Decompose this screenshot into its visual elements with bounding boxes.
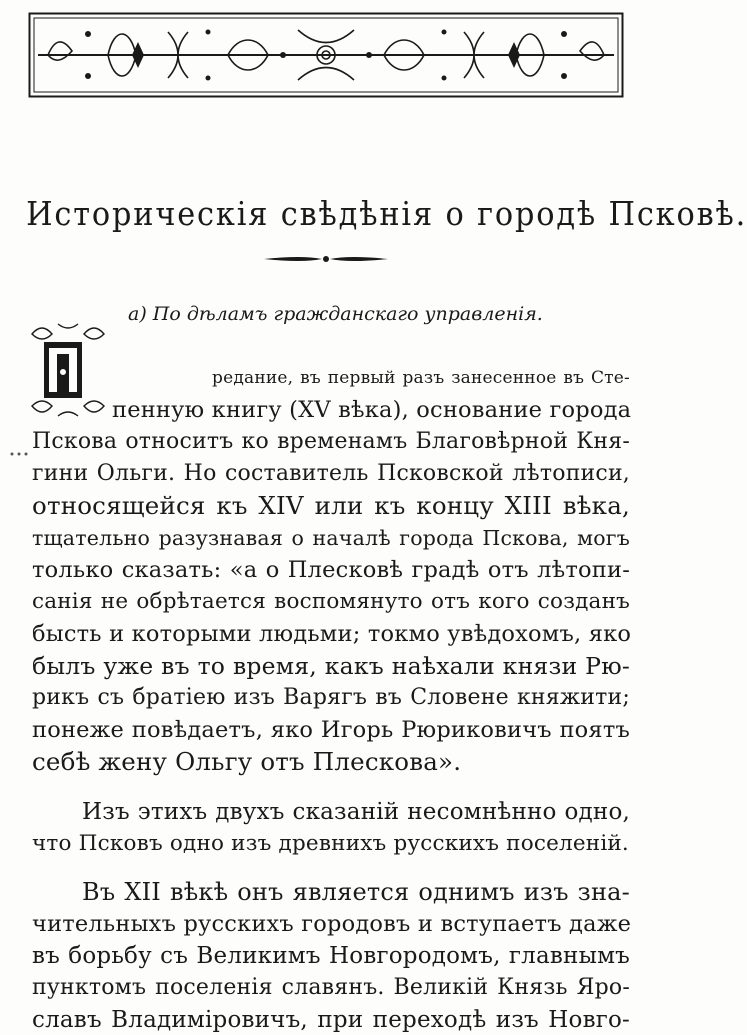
decorated-initial-icon (28, 320, 110, 420)
text-line: былъ уже въ то время, какъ наѣхали князи Рю- (32, 652, 630, 680)
text-line: тщательно разузнавая о началѣ города Пскова, могъ (32, 526, 630, 550)
text-line: только сказать: «а о Плесковѣ градѣ отъ лѣтопи- (32, 557, 630, 583)
text-line: чительныхъ русскихъ городовъ и вступаетъ даже (32, 911, 632, 937)
text-line: пунктомъ поселенія славянъ. Великій Князь Яро- (32, 975, 630, 1000)
text-line: Изъ этихъ двухъ сказаній несомнѣнно одно, (82, 799, 630, 825)
text-line: себѣ жену Ольгу отъ Плескова». (32, 747, 462, 776)
text-line: редание, въ первый разъ занесенное въ Сте- (212, 368, 630, 388)
title-divider-icon (262, 252, 390, 266)
section-subtitle: а) По дѣламъ гражданскаго управленія. (128, 303, 543, 325)
text-line: санія не обрѣтается воспомянуто отъ кого созданъ (32, 589, 630, 614)
text-line: бысть и которыми людьми; токмо увѣдохомъ, яко (32, 621, 632, 647)
ornamental-headpiece-icon (28, 12, 624, 98)
text-line: пенную книгу (XV вѣка), основание города (112, 397, 632, 423)
margin-dots-icon (8, 448, 30, 460)
text-line: Пскова относитъ ко временамъ Благовѣрной Кня- (32, 429, 630, 454)
text-line: понеже повѣдаетъ, яко Игорь Рюриковичъ поятъ (32, 717, 630, 743)
page-title: Историческія свѣдѣнія о городѣ Псковѣ. (26, 194, 747, 234)
text-line: Въ XII вѣкѣ онъ является однимъ изъ зна- (82, 878, 630, 906)
text-line: что Псковъ одно изъ древнихъ русскихъ поселеній. (32, 831, 629, 856)
text-line: гини Ольги. Но составитель Псковской лѣтописи, (32, 461, 630, 486)
text-line: въ борьбу съ Великимъ Новгородомъ, главнымъ (32, 943, 630, 969)
text-line: славъ Владиміровичъ, при переходѣ изъ Новго- (32, 1007, 630, 1033)
text-line: относящейся къ XIV или къ концу XIII вѣка, (32, 491, 630, 520)
text-line: рикъ съ братіею изъ Варягъ въ Словене княжити; (32, 685, 630, 710)
decorated-initial (28, 320, 110, 420)
